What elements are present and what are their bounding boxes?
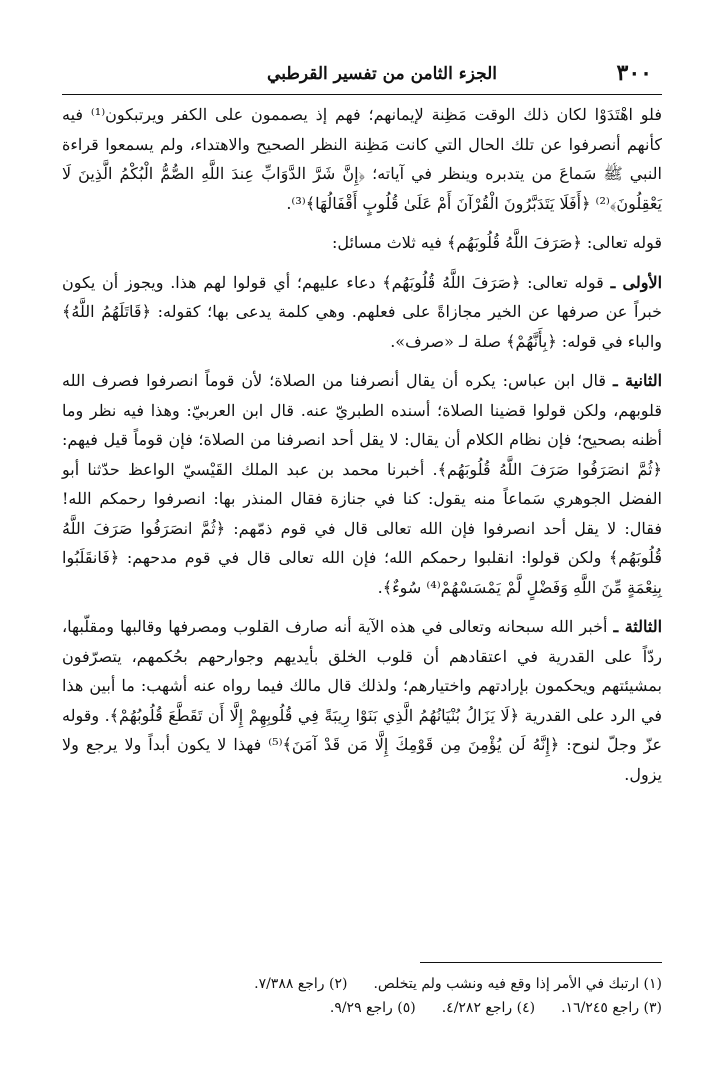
footnote-3: (٣) راجع ١٦/٢٤٥. bbox=[561, 1000, 662, 1016]
paragraph-questions: قوله تعالى: ﴿صَرَفَ اللَّهُ قُلُوبَهُم﴾ فيه ثلاث مسائل: bbox=[331, 233, 662, 252]
footnote-divider bbox=[420, 962, 662, 963]
main-text bbox=[62, 100, 662, 795]
footnote-2: (٢) راجع ٧/٣٨٨. bbox=[254, 976, 348, 992]
footnote-5: (٥) راجع ٩/٢٩. bbox=[329, 1000, 416, 1016]
page-header bbox=[62, 58, 662, 92]
issue-heading-first: الأولى ـ bbox=[610, 272, 663, 292]
issue-text-third: أخبر الله سبحانه وتعالى في هذه الآية أنه صارف القلوب ومصرفها وقالبها ومقلّبها، ردّاً على القدرية في اعتقادهم أن قلوب الخلق بأيديهم وجوارحهم بحُكمهم، يتصرّفون بمشيئتهم ويحكمون بإرادتهم واختيارهم؛ ولذلك قال مالك فيما رواه عنه أشهب: ما أبين هذا في الرد على القدرية ﴿لَا يَزَالُ بُنْيَانُهُمُ الَّذِي بَنَوْا رِيبَةً فِي قُلُوبِهِمْ إِلَّا أَن تَقَطَّعَ قُلُوبُهُمْ﴾. وقوله عزّ وجلّ لنوح: ﴿إِنَّهُ لَن يُؤْمِنَ مِن قَوْمِكَ إِلَّا مَن قَدْ آمَنَ﴾⁽⁵⁾ فهذا لا يكون أبداً ولا يرجع ولا يزول. bbox=[62, 617, 663, 784]
footnote-1: (١) ارتبك في الأمر إذا وقع فيه ونشب ولم يتخلص. bbox=[373, 976, 662, 992]
issue-heading-third: الثالثة ـ bbox=[613, 617, 663, 636]
footnote-row bbox=[62, 972, 662, 996]
footnotes bbox=[62, 972, 662, 1020]
running-title: الجزء الثامن من تفسير القرطبي bbox=[267, 64, 497, 84]
footnote-row bbox=[62, 996, 662, 1020]
page-number: ٣٠٠ bbox=[616, 60, 652, 86]
header-divider bbox=[62, 94, 662, 95]
issue-heading-second: الثانية ـ bbox=[612, 371, 663, 390]
paragraph-second-issue bbox=[62, 366, 662, 602]
paragraph-third-issue bbox=[62, 612, 662, 789]
issue-text-second: قال ابن عباس: يكره أن يقال أنصرفنا من الصلاة؛ لأن قوماً انصرفوا فصرف الله قلوبهم، ولكن قولوا قضينا الصلاة؛ أسنده الطبريّ عنه. قال ابن العربيّ: وهذا فيه نظر وما أظنه بصحيح؛ فإن نظام الكلام أن يقال: لا يقل أحد انصرفنا من الصلاة؛ فإن قوماً قيل فيهم: ﴿ثُمَّ انصَرَفُوا صَرَفَ اللَّهُ قُلُوبَهُم﴾. أخبرنا محمد بن عبد الملك القَيْسيّ الواعظ حدّثنا أبو الفضل الجوهري سَماعاً منه يقول: كنا في جنازة فقال المنذر بها: انصرفوا رحمكم الله! فقال: لا يقل أحد انصرفوا فإن الله تعالى قال في قوم ذمّهم: ﴿ثُمَّ انصَرَفُوا صَرَفَ اللَّهُ قُلُوبَهُم﴾ ولكن قولوا: انقلبوا رحمكم الله؛ فإن الله تعالى قال في قوم مدحهم: ﴿فَانقَلَبُوا بِنِعْمَةٍ مِّنَ اللَّهِ وَفَضْلٍ لَّمْ يَمْسَسْهُمْ⁽⁴⁾ سُوءٌ﴾. bbox=[62, 371, 662, 597]
paragraph-intro: فلو اهْتَدَوْا لكان ذلك الوقت مَظِنة لإيمانهم؛ فهم إذ يصممون على الكفر ويرتبكون⁽¹⁾ فيه كأنهم أنصرفوا عن تلك الحال التي كانت مَظِنة النظر الصحيح والاهتداء، ولم يسمعوا قراءة النبي ﷺ سَماعَ من يتدبره وينظر في آياته؛ ﴿إِنَّ شَرَّ الدَّوَابِّ عِندَ اللَّهِ الصُّمُّ الْبُكْمُ الَّذِينَ لَا يَعْقِلُونَ﴾⁽²⁾ ﴿أَفَلَا يَتَدَبَّرُونَ الْقُرْآنَ أَمْ عَلَىٰ قُلُوبٍ أَقْفَالُهَا﴾⁽³⁾. bbox=[62, 105, 662, 213]
footnote-4: (٤) راجع ٤/٢٨٢. bbox=[441, 1000, 536, 1016]
issue-text-first: قوله تعالى: ﴿صَرَفَ اللَّهُ قُلُوبَهُم﴾ دعاء عليهم؛ أي قولوا لهم هذا. ويجوز أن يكون خبراً عن صرفها عن الخير مجازاةً على فعلهم. وهي كلمة يدعى بها؛ كقوله: ﴿قَاتَلَهُمُ اللَّهُ﴾ والباء في قوله: ﴿بِأَنَّهُمْ﴾ صلة لـ «صرف». bbox=[62, 272, 662, 351]
paragraph-first-issue bbox=[62, 268, 662, 357]
